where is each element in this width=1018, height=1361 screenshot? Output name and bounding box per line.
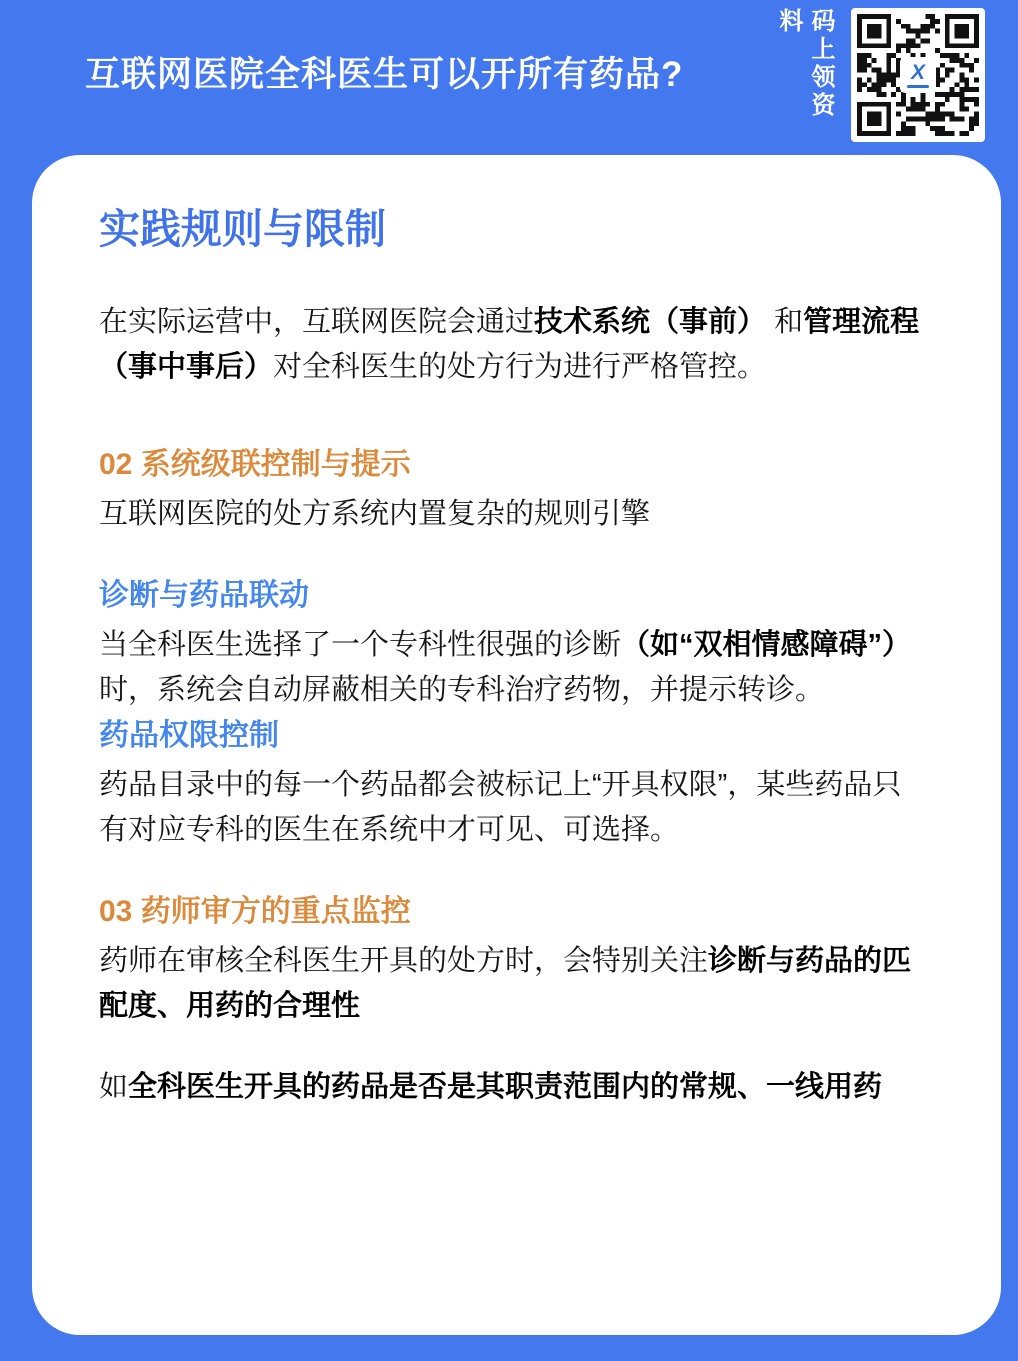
- qr-block: [772, 8, 985, 142]
- drug-permission-paragraph: 药品目录中的每一个药品都会被标记上“开具权限”，某些药品只有对应专科的医生在系统中才可见、可选择。: [99, 769, 902, 846]
- example-paragraph: 如全科医生开具的药品是否是其职责范围内的常规、一线用药: [99, 1071, 883, 1103]
- section03-paragraph: 药师在审核全科医生开具的处方时，会特别关注诊断与药品的匹配度、用药的合理性: [99, 945, 912, 1022]
- subheading-drug-permission-control: 药品权限控制: [99, 719, 279, 752]
- diagnosis-linkage-paragraph: 当全科医生选择了一个专科性很强的诊断（如“双相情感障碍”）时，系统会自动屏蔽相关的专科治疗药物，并提示转诊。: [99, 629, 912, 706]
- subheading-diagnosis-drug-linkage: 诊断与药品联动: [99, 579, 309, 612]
- section-heading-02: 02 系统级联控制与提示: [99, 448, 411, 481]
- card-main-heading: 实践规则与限制: [99, 206, 386, 252]
- qr-logo-x-icon: [900, 57, 936, 93]
- header: [0, 0, 1018, 155]
- section-heading-03: 03 药师审方的重点监控: [99, 895, 411, 928]
- qr-logo-bar: [907, 85, 929, 88]
- intro-paragraph: 在实际运营中，互联网医院会通过技术系统（事前） 和管理流程（事中事后）对全科医生的处方行为进行严格管控。: [99, 306, 920, 383]
- content-card: [32, 155, 1001, 1335]
- page-title: 互联网医院全科医生可以开所有药品?: [85, 55, 684, 94]
- section02-paragraph: 互联网医院的处方系统内置复杂的规则引擎: [99, 498, 651, 530]
- qr-code-image: [851, 8, 985, 142]
- qr-caption: 码上领资料: [775, 8, 834, 120]
- qr-logo-letter: X: [910, 61, 925, 84]
